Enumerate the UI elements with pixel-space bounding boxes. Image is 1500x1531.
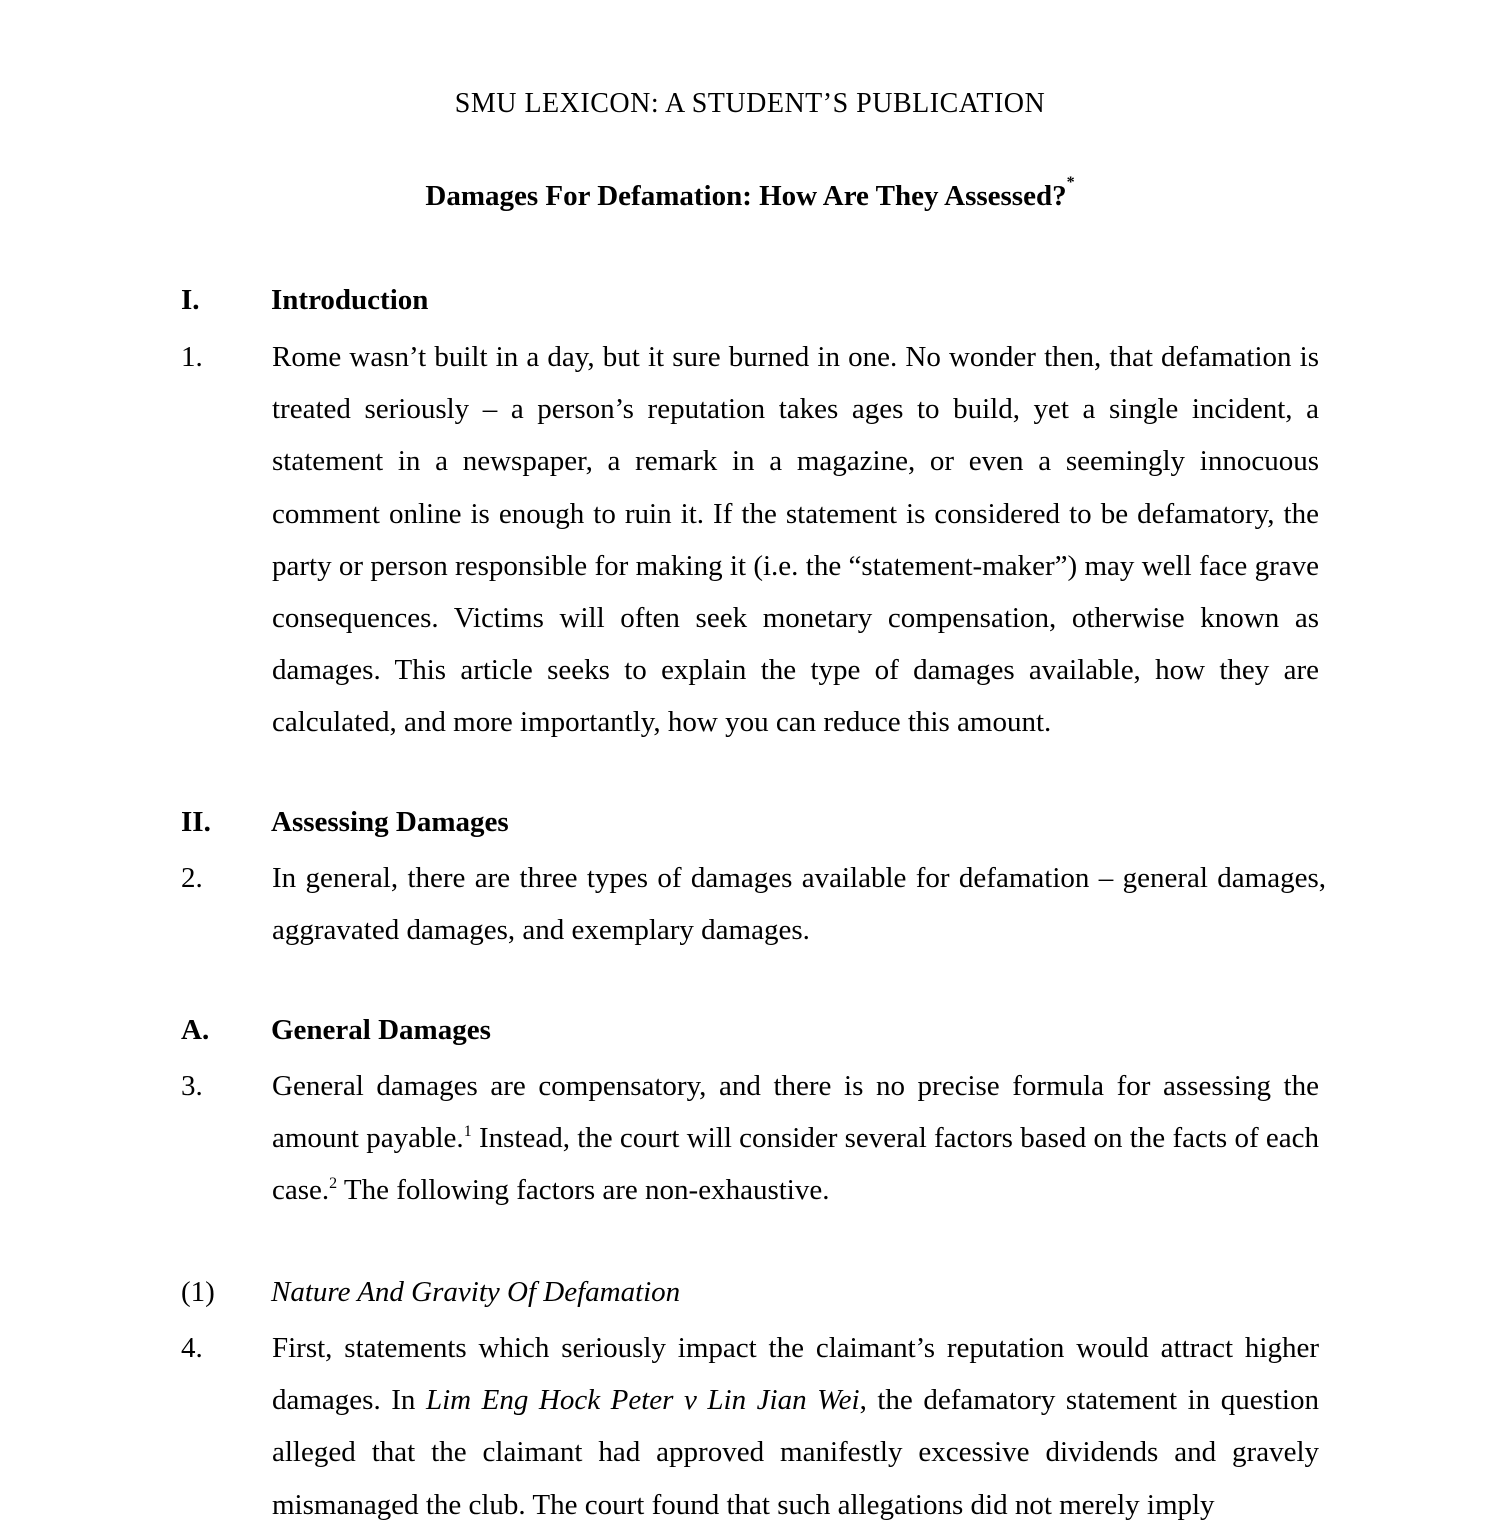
section-title: Introduction — [271, 284, 429, 316]
paragraph-text — [272, 1322, 1319, 1531]
footnote-ref-2[interactable]: 2 — [329, 1175, 338, 1193]
article-title-text: Damages For Defamation: How Are They Assessed? — [425, 180, 1067, 212]
paragraph-number: 3. — [181, 1070, 203, 1102]
section-number: II. — [181, 806, 211, 838]
section-title: General Damages — [271, 1014, 491, 1046]
subsection-title: Nature And Gravity Of Defamation — [271, 1276, 681, 1308]
paragraph-2 — [181, 852, 1326, 956]
subsection-number: (1) — [181, 1276, 215, 1308]
paragraph-1 — [181, 331, 1319, 749]
section-number: A. — [181, 1014, 210, 1046]
paragraph-text: In general, there are three types of damages available for defamation – general damages, aggravated damages, and exemplary damages. — [272, 862, 1326, 947]
paragraph-text-part: The following factors are non-exhaustive. — [337, 1174, 830, 1207]
footnote-ref-1[interactable]: 1 — [463, 1123, 472, 1141]
paragraph-3 — [181, 1060, 1319, 1217]
section-number: I. — [181, 284, 200, 316]
paragraph-text-part: First, statements which seriously impact the claimant’s reputation would attract higher damages. In — [272, 1332, 1319, 1417]
paragraph-number: 1. — [181, 341, 203, 373]
running-header: SMU LEXICON: A STUDENT’S PUBLICATION — [454, 88, 1046, 119]
section-title: Assessing Damages — [271, 806, 509, 838]
title-footnote-mark[interactable]: * — [1066, 174, 1075, 191]
paragraph-number: 4. — [181, 1332, 203, 1364]
paragraph-text: Rome wasn’t built in a day, but it sure burned in one. No wonder then, that defamation is treated seriously – a person’s reputation takes ages to build, yet a single incident, a statement in a newspaper, a remark in a magazine, or even a seemingly innocuous comment online is enough to ruin it. If the statement is considered to be defamatory, the party or person responsible for making it (i.e. the “statement-maker”) may well face grave consequences. Victims will often seek monetary compensation, otherwise known as damages. This article seeks to explain the type of damages available, how they are calculated, and more importantly, how you can reduce this amount. — [272, 341, 1319, 739]
case-name: Lim Eng Hock Peter v Lin Jian Wei — [425, 1384, 860, 1417]
article-title — [0, 174, 1500, 213]
paragraph-number: 2. — [181, 862, 203, 894]
paragraph-text — [272, 1060, 1319, 1217]
paragraph-text-part: Instead, the court will consider several factors based on the facts of each case. — [272, 1122, 1319, 1207]
paragraph-text-part: General damages are compensatory, and there is no precise formula for assessing the amount payable. — [272, 1070, 1319, 1155]
paragraph-4 — [181, 1322, 1319, 1531]
paragraph-text-part: , the defamatory statement in question alleged that the claimant had approved manifestly excessive dividends and gravely mismanaged the club. The court found that such allegations did not merely imply — [272, 1384, 1319, 1521]
